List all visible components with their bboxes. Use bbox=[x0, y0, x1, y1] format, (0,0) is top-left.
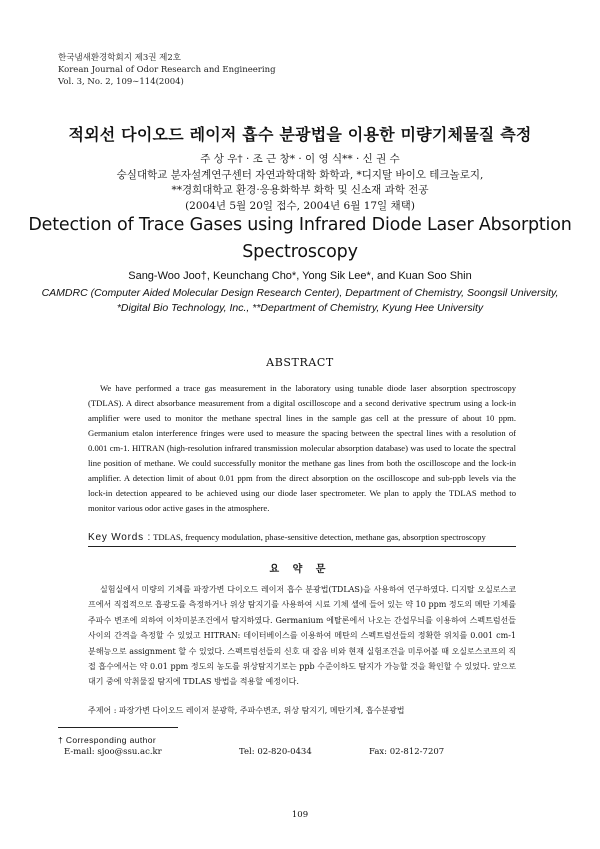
korean-affiliation-2: **경희대학교 환경·응용화학부 화학 및 신소재 과학 전공 bbox=[171, 184, 429, 196]
english-author-names: Sang-Woo Joo†, Keunchang Cho*, Yong Sik Lee*, and Kuan Soo Shin bbox=[128, 270, 472, 282]
contact-line bbox=[58, 746, 444, 758]
journal-header bbox=[58, 52, 276, 88]
korean-keywords-text: 파장가변 다이오드 레이저 분광학, 주파수변조, 위상 탐지기, 메탄기체, 흡수분광법 bbox=[118, 706, 405, 715]
footnote bbox=[58, 734, 444, 758]
telephone-number: Tel: 02-820-0434 bbox=[239, 747, 312, 757]
korean-affiliation-1: 숭실대학교 분자설계연구센터 자연과학대학 화학과, *디지탈 바이오 테크놀로지, bbox=[116, 168, 484, 181]
korean-abstract-heading: 요 약 문 bbox=[269, 564, 331, 575]
english-affiliation-2: *Digital Bio Technology, Inc., **Department of Chemistry, Kyung Hee University bbox=[116, 302, 484, 314]
english-author-block bbox=[0, 269, 600, 316]
english-title: Detection of Trace Gases using Infrared Diode Laser Absorption Spectroscopy bbox=[28, 215, 572, 262]
keywords-line bbox=[88, 532, 528, 543]
korean-title: 적외선 다이오드 레이저 흡수 분광법을 이용한 미량기체물질 측정 bbox=[68, 125, 532, 144]
section-divider bbox=[88, 546, 516, 547]
korean-abstract-body bbox=[88, 582, 516, 690]
journal-volume: Vol. 3, No. 2, 109∼114(2004) bbox=[58, 77, 184, 87]
fax-number: Fax: 02-812-7207 bbox=[369, 747, 445, 757]
journal-name-english: Korean Journal of Odor Research and Engineering bbox=[58, 65, 276, 75]
korean-abstract-paragraph: 실험실에서 미량의 기체를 파장가변 다이오드 레이저 흡수 분광법(TDLAS)을 사용하여 연구하였다. 디지탈 오실로스코프에서 직접적으로 흡광도를 측정하거나 위상 탐지기를 사용하여 시료 기체 셀에 들어 있는 약 10 ppm 정도의 메탄 기체를 주파수 변조에 의하여 이차미분조건에서 탐지하였다. Germanium 에탈론에서 나오는 간섭무늬를 이용하여 스펙트럼선들 사이의 간격을 측정할 수 있었고 HITRAN: 데이터베이스를 이용하여 메탄의 스펙트럼선들의 정확한 위치를 0.001 cm-1 분해능으로 assignment 할 수 있었다. 스펙트럼선들의 신호 대 잡음 비와 현재 실험조건을 미루어볼 때 오실로스코프의 직접 흡수에서는 약 0.01 ppm 정도의 농도를 위상탐지기로는 ppb 수준이하도 탐지가 가능할 것을 확인할 수 있었다. 앞으로 대기 중에 악취물질 탐지에 TDLAS 방법을 적용할 예정이다. bbox=[88, 585, 516, 687]
footnote-rule bbox=[58, 727, 178, 728]
keywords-label: Key Words : bbox=[88, 532, 152, 543]
korean-author-names: 주 상 우† · 조 근 창* · 이 영 식** · 신 권 수 bbox=[200, 153, 400, 165]
english-affiliation-1: CAMDRC (Computer Aided Molecular Design Research Center), Department of Chemistry, Soongsil University, bbox=[41, 287, 559, 299]
corresponding-author-label: † Corresponding author bbox=[58, 735, 157, 745]
korean-keywords-line bbox=[88, 705, 528, 716]
korean-keywords-label: 주제어 : bbox=[88, 706, 117, 715]
abstract-heading: ABSTRACT bbox=[266, 356, 334, 369]
abstract-body bbox=[88, 381, 516, 516]
keywords-text: TDLAS, frequency modulation, phase-sensitive detection, methane gas, absorption spectroscopy bbox=[153, 532, 486, 542]
korean-author-block bbox=[0, 152, 600, 214]
abstract-paragraph: We have performed a trace gas measurement in the laboratory using tunable diode laser absorption spectroscopy (TDLAS). A direct absorbance measurement from a digital oscilloscope and a second derivative spectrum using a lock-in amplifier were used to monitor the methane spectral lines in the sample gas cell at the pressure of about 10 ppm. Germanium etalon interference fringes were used to measure the spacing between the spectral lines with a resolution of 0.001 cm-1. HITRAN (high-resolution infrared transmission molecular absorption database) was used to locate the spectral line position of methane. We could successfully monitor the methane gas lines from both the oscilloscope and the lock-in amplifier. A detection limit of about 0.01 ppm from the direct absorption on the oscilloscope and sub-ppb levels via the lock-in detection appeared to be achieved using our diode laser spectrometer. We plan to apply the TDLAS method to monitor various odor active gases in the atmosphere. bbox=[88, 383, 516, 513]
received-accepted-dates: (2004년 5월 20일 접수, 2004년 6월 17일 채택) bbox=[185, 199, 415, 212]
email-address: E-mail: sjoo@ssu.ac.kr bbox=[64, 747, 162, 757]
page-number: 109 bbox=[291, 810, 309, 820]
journal-name-korean: 한국냄새환경학회지 제3권 제2호 bbox=[58, 53, 181, 63]
